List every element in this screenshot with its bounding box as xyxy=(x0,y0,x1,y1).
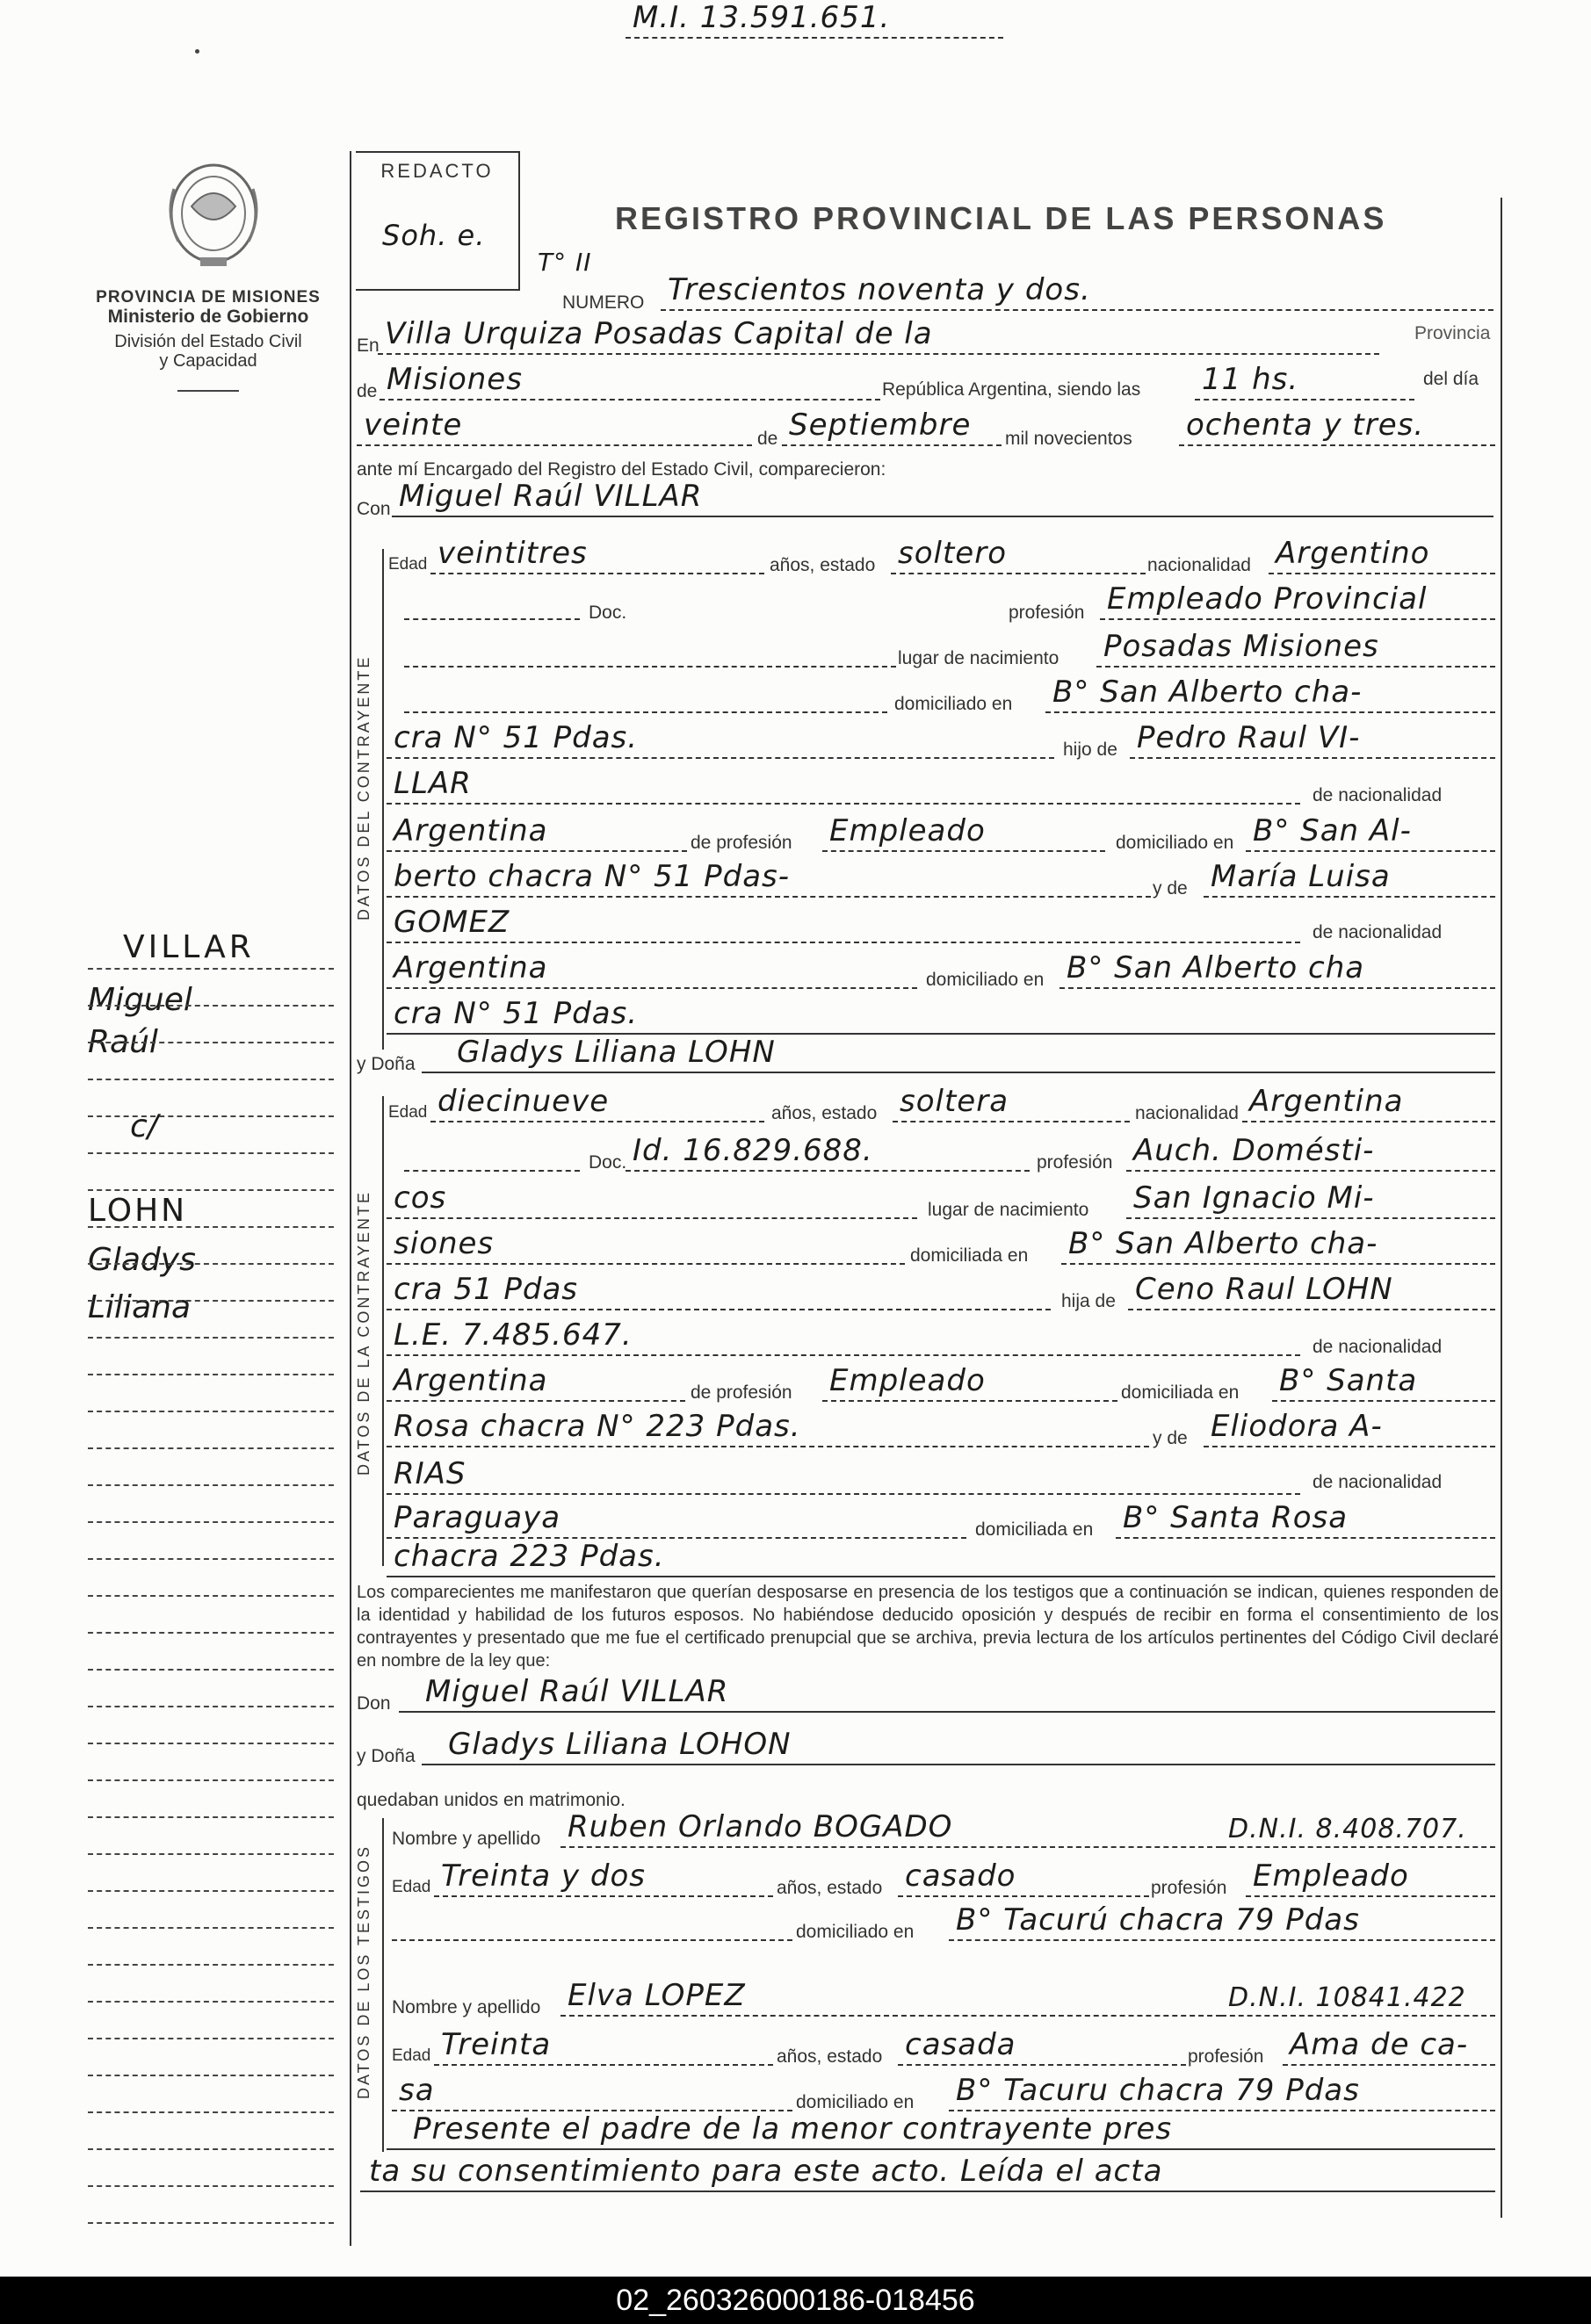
declaration-text: Los comparecientes me manifestaron que querían desposarse en presencia de los testigos que a continuación se indican, quienes responden de la identidad y habilidad de los futuros esposos. No habiéndose deducido oposición y después de recibir en forma el consentimiento de los contrayentes y presentado que me fue el certificado prenupcial que se archiva, previa lectura de los artículos pertinentes del Código Civil declaré en nombre de la ley que: xyxy=(357,1583,1499,1671)
contrayente-f-madre: Eliodora A- xyxy=(1204,1409,1495,1447)
margin-rule-line xyxy=(88,1077,334,1080)
contrayente-padre-dom: B° San Al- xyxy=(1246,813,1495,852)
margin-rule-line xyxy=(88,1851,334,1855)
contrayente-f-madre-dom: B° Santa Rosa xyxy=(1116,1500,1495,1539)
de-nac-label: de nacionalidad xyxy=(1313,785,1443,805)
margin-surname: VILLAR xyxy=(123,929,255,965)
prof-label: profesión xyxy=(1009,603,1085,623)
coat-of-arms-seal xyxy=(156,154,271,277)
lugar-label: lugar de nacimiento xyxy=(928,1200,1089,1220)
contrayente-rule xyxy=(382,549,384,1050)
contrayente-padre: Pedro Raul VI- xyxy=(1130,720,1495,759)
contrayente-f-padre-prof: Empleado xyxy=(822,1363,1117,1402)
contrayente-f-estado: soltera xyxy=(893,1084,1130,1122)
margin-rule-line xyxy=(88,1040,334,1043)
margin-rule-line xyxy=(88,1224,334,1228)
edad-label: Edad xyxy=(388,1103,428,1122)
de-nac-label: de nacionalidad xyxy=(1313,922,1443,942)
doc-label: Doc. xyxy=(589,1152,627,1173)
margin-rule-line xyxy=(88,1778,334,1781)
don-label: Don xyxy=(357,1693,391,1714)
con-field: Miguel Raúl VILLAR xyxy=(392,479,1493,517)
anios-label: años, estado xyxy=(770,555,876,575)
de-nac-label: de nacionalidad xyxy=(1313,1472,1443,1492)
testigos-section-label: DATOS DE LOS TESTIGOS xyxy=(355,1844,372,2099)
quedaban-text: quedaban unidos en matrimonio. xyxy=(357,1790,626,1810)
margin-rule-line xyxy=(88,1261,334,1265)
dom-label: domiciliado en xyxy=(796,1922,915,1942)
contrayente-nac: Argentino xyxy=(1269,536,1495,574)
testigo2-prof: Ama de ca- xyxy=(1283,2027,1495,2066)
prof-label: profesión xyxy=(1151,1878,1227,1898)
mes-field: Septiembre xyxy=(782,408,1002,446)
contrayente-dom: B° San Alberto cha- xyxy=(1045,675,1495,713)
margin-rule-line xyxy=(88,1741,334,1744)
margin-name2: Raúl xyxy=(88,1024,158,1060)
margin-rule-line xyxy=(88,1519,334,1523)
note-line-2: ta su consentimiento para este acto. Leída el acta xyxy=(360,2154,1495,2192)
nombre-label: Nombre y apellido xyxy=(392,1829,541,1849)
padre-dom-label: domiciliado en xyxy=(1116,833,1234,853)
contrayente-f-dom: B° San Alberto cha- xyxy=(1061,1226,1495,1265)
contrayente-padre-dom-cont: berto chacra N° 51 Pdas- xyxy=(387,859,1151,898)
contrayente-f-padre-dom: B° Santa xyxy=(1272,1363,1495,1402)
numero-field: Trescientos noventa y dos. xyxy=(661,272,1493,311)
dona-label: y Doña xyxy=(357,1746,416,1766)
hijo-label: hijo de xyxy=(1063,740,1117,760)
contrayente-f-padre-nac: Argentina xyxy=(387,1363,685,1402)
contrayente-f-madre-cont: RIAS xyxy=(387,1456,1300,1495)
margin-rule-line xyxy=(88,1593,334,1597)
anios-label: años, estado xyxy=(771,1103,878,1123)
declaration-don: Miguel Raúl VILLAR xyxy=(399,1674,1495,1713)
contrayente-f-madre-nac: Paraguaya xyxy=(387,1500,966,1539)
de-label: de xyxy=(357,381,378,401)
margin-rule-line xyxy=(88,1999,334,2003)
contrayente-f-edad: diecinueve xyxy=(430,1084,764,1122)
numero-label: NUMERO xyxy=(562,292,645,313)
del-dia-label: del día xyxy=(1423,369,1479,389)
contrayente-f-rule xyxy=(382,1096,384,1566)
margin-rule-line xyxy=(88,2147,334,2150)
dom-label: domiciliada en xyxy=(910,1245,1029,1266)
testigo1-nombre: Ruben Orlando BOGADO xyxy=(560,1809,1221,1848)
testigos-rule xyxy=(382,1818,384,2152)
redacto-label: REDACTO xyxy=(380,160,494,182)
contrayente-lugar: Posadas Misiones xyxy=(1096,629,1495,668)
mes-label: de xyxy=(757,429,778,449)
contrayente-f-padre-dom-cont: Rosa chacra N° 223 Pdas. xyxy=(387,1409,1149,1447)
contrayente-dom-cont: cra N° 51 Pdas. xyxy=(387,720,1054,759)
margin-rule-line xyxy=(88,1372,334,1375)
redacto-value: Soh. e. xyxy=(382,219,486,252)
margin-rule-line xyxy=(88,1630,334,1634)
prof-label: profesión xyxy=(1037,1152,1113,1173)
margin-rule-line xyxy=(88,1187,334,1191)
madre-dom-label: domiciliado en xyxy=(926,970,1045,990)
testigo2-estado: casada xyxy=(898,2027,1186,2066)
contrayente-f-lugar-cont: siones xyxy=(387,1226,905,1265)
anios-label: años, estado xyxy=(777,1878,883,1898)
de-prof-label: de profesión xyxy=(691,1382,792,1403)
contrayente-f-madre-dom-cont: chacra 223 Pdas. xyxy=(387,1539,1495,1577)
margin-rule-line xyxy=(88,1962,334,1966)
testigo2-edad: Treinta xyxy=(434,2027,773,2066)
left-margin-rule xyxy=(350,151,351,2246)
province-name: PROVINCIA DE MISIONES xyxy=(96,288,321,307)
contrayente-f-padre: Ceno Raul LOHN xyxy=(1128,1272,1495,1310)
margin-name4: Liliana xyxy=(88,1289,191,1325)
margin-rule-line xyxy=(88,1888,334,1892)
margin-rule-line xyxy=(88,966,334,970)
margin-rule-line xyxy=(88,1667,334,1671)
right-margin-rule xyxy=(1501,198,1502,2218)
margin-rule-line xyxy=(88,2073,334,2076)
contrayente-estado: soltero xyxy=(891,536,1146,574)
contrayente-f-padre-cont: L.E. 7.485.647. xyxy=(387,1317,1300,1356)
margin-name3: Gladys xyxy=(88,1242,196,1278)
edad-label: Edad xyxy=(392,1878,431,1896)
contrayente-f-prof: Auch. Domésti- xyxy=(1126,1133,1495,1172)
testigo2-nombre: Elva LOPEZ xyxy=(560,1978,1221,2017)
tomo: T° II xyxy=(538,248,592,277)
ministry-name: Ministerio de Gobierno xyxy=(107,307,309,327)
margin-rule-line xyxy=(88,1114,334,1117)
de-nac-label: de nacionalidad xyxy=(1313,1337,1443,1357)
note-line-1: Presente el padre de la menor contrayente pres xyxy=(387,2111,1495,2150)
margin-rule-line xyxy=(88,1409,334,1412)
contrayente-f-nombre: Gladys Liliana LOHN xyxy=(422,1035,1495,1073)
nombre-label: Nombre y apellido xyxy=(392,1997,541,2017)
doc-label: Doc. xyxy=(589,603,627,623)
hija-label: hija de xyxy=(1061,1291,1116,1311)
edad-label: Edad xyxy=(388,555,428,574)
testigo2-dom: B° Tacuru chacra 79 Pdas xyxy=(949,2073,1495,2111)
redacto-box xyxy=(356,151,520,291)
padre-dom-label: domiciliada en xyxy=(1121,1382,1240,1403)
testigo2-prof-cont: sa xyxy=(392,2073,792,2111)
footer-code: 02_260326000186-018456 xyxy=(616,2284,975,2317)
header-divider xyxy=(177,390,239,392)
provincia-label: Provincia xyxy=(1414,323,1491,343)
contrayente-section-label: DATOS DEL CONTRAYENTE xyxy=(355,654,372,920)
mil-label: mil novecientos xyxy=(1005,429,1132,449)
margin-rule-line xyxy=(88,2110,334,2113)
contrayente-f-prof-cont: cos xyxy=(387,1180,917,1219)
y-de-label: y de xyxy=(1153,1428,1188,1448)
contrayente-madre: María Luisa xyxy=(1204,859,1495,898)
margin-versus: c/ xyxy=(130,1108,158,1144)
contrayente-padre-cont: LLAR xyxy=(387,766,1300,805)
edad-label: Edad xyxy=(392,2046,431,2065)
blank-line xyxy=(404,1133,580,1172)
nac-label: nacionalidad xyxy=(1135,1103,1239,1123)
contrayente-doc: M.I. 13.591.651. xyxy=(626,0,1003,39)
blank-line xyxy=(404,675,887,713)
margin-rule-line xyxy=(88,2036,334,2039)
margin-rule-line xyxy=(88,1483,334,1486)
anio-field: ochenta y tres. xyxy=(1179,408,1495,446)
contrayente-madre-dom-cont: cra N° 51 Pdas. xyxy=(387,996,1495,1035)
contrayente-madre-cont: GOMEZ xyxy=(387,905,1300,943)
de-field: Misiones xyxy=(380,362,880,401)
margin-surname2: LOHN xyxy=(88,1193,188,1229)
y-de-label: y de xyxy=(1153,878,1188,899)
margin-rule-line xyxy=(88,2220,334,2224)
testigo1-dom: B° Tacurú chacra 79 Pdas xyxy=(949,1902,1495,1941)
margin-rule-line xyxy=(88,1446,334,1449)
testigo2-doc: D.N.I. 10841.422 xyxy=(1221,1978,1495,2017)
dom-label: domiciliado en xyxy=(894,694,1013,714)
contrayente-f-dom-cont: cra 51 Pdas xyxy=(387,1272,1051,1310)
margin-rule-line xyxy=(88,1151,334,1154)
margin-rule-line xyxy=(88,2183,334,2187)
contrayente-prof: Empleado Provincial xyxy=(1100,581,1495,620)
division-line1: División del Estado Civil xyxy=(114,332,302,351)
con-label: Con xyxy=(357,499,391,519)
en-field: Villa Urquiza Posadas Capital de la xyxy=(378,316,1379,355)
contrayente-madre-nac: Argentina xyxy=(387,950,917,989)
prof-label: profesión xyxy=(1188,2046,1264,2067)
division-line2: y Capacidad xyxy=(159,351,257,371)
hora-field: 11 hs. xyxy=(1195,362,1414,401)
blank-line xyxy=(392,1902,792,1941)
lugar-label: lugar de nacimiento xyxy=(898,648,1059,668)
testigo1-edad: Treinta y dos xyxy=(434,1858,773,1897)
speck xyxy=(195,49,199,54)
testigo1-doc: D.N.I. 8.408.707. xyxy=(1221,1809,1495,1848)
ante-text: ante mí Encargado del Registro del Estado Civil, comparecieron: xyxy=(357,459,886,480)
en-label: En xyxy=(357,336,380,356)
margin-rule-line xyxy=(88,1298,334,1302)
contrayente-edad: veintitres xyxy=(430,536,764,574)
margin-rule-line xyxy=(88,1556,334,1560)
dom-label: domiciliado en xyxy=(796,2092,915,2112)
contrayente-f-doc: Id. 16.829.688. xyxy=(626,1133,1030,1172)
margin-rule-line xyxy=(88,1335,334,1339)
testigo1-prof: Empleado xyxy=(1246,1858,1495,1897)
blank-line xyxy=(404,581,580,620)
margin-name1: Miguel xyxy=(88,982,192,1018)
declaration-dona: Gladys Liliana LOHON xyxy=(422,1727,1495,1765)
blank-line xyxy=(404,629,896,668)
contrayente-f-section-label: DATOS DE LA CONTRAYENTE xyxy=(355,1189,372,1476)
contrayente-f-nac: Argentina xyxy=(1242,1084,1495,1122)
dia-field: veinte xyxy=(357,408,752,446)
republica-label: República Argentina, siendo las xyxy=(882,379,1141,400)
dona-label: y Doña xyxy=(357,1054,416,1074)
testigo1-estado: casado xyxy=(898,1858,1149,1897)
contrayente-padre-nac: Argentina xyxy=(387,813,687,852)
footer-bar xyxy=(0,2277,1591,2324)
margin-rule-line xyxy=(88,1925,334,1929)
document-title: REGISTRO PROVINCIAL DE LAS PERSONAS xyxy=(615,200,1387,236)
madre-dom-label: domiciliada en xyxy=(975,1519,1094,1540)
margin-rule-line xyxy=(88,1815,334,1818)
margin-rule-line xyxy=(88,1003,334,1007)
anios-label: años, estado xyxy=(777,2046,883,2067)
nac-label: nacionalidad xyxy=(1147,555,1251,575)
de-prof-label: de profesión xyxy=(691,833,792,853)
contrayente-f-lugar: San Ignacio Mi- xyxy=(1126,1180,1495,1219)
margin-rule-line xyxy=(88,1704,334,1707)
contrayente-madre-dom: B° San Alberto cha xyxy=(1059,950,1495,989)
contrayente-padre-prof: Empleado xyxy=(822,813,1105,852)
